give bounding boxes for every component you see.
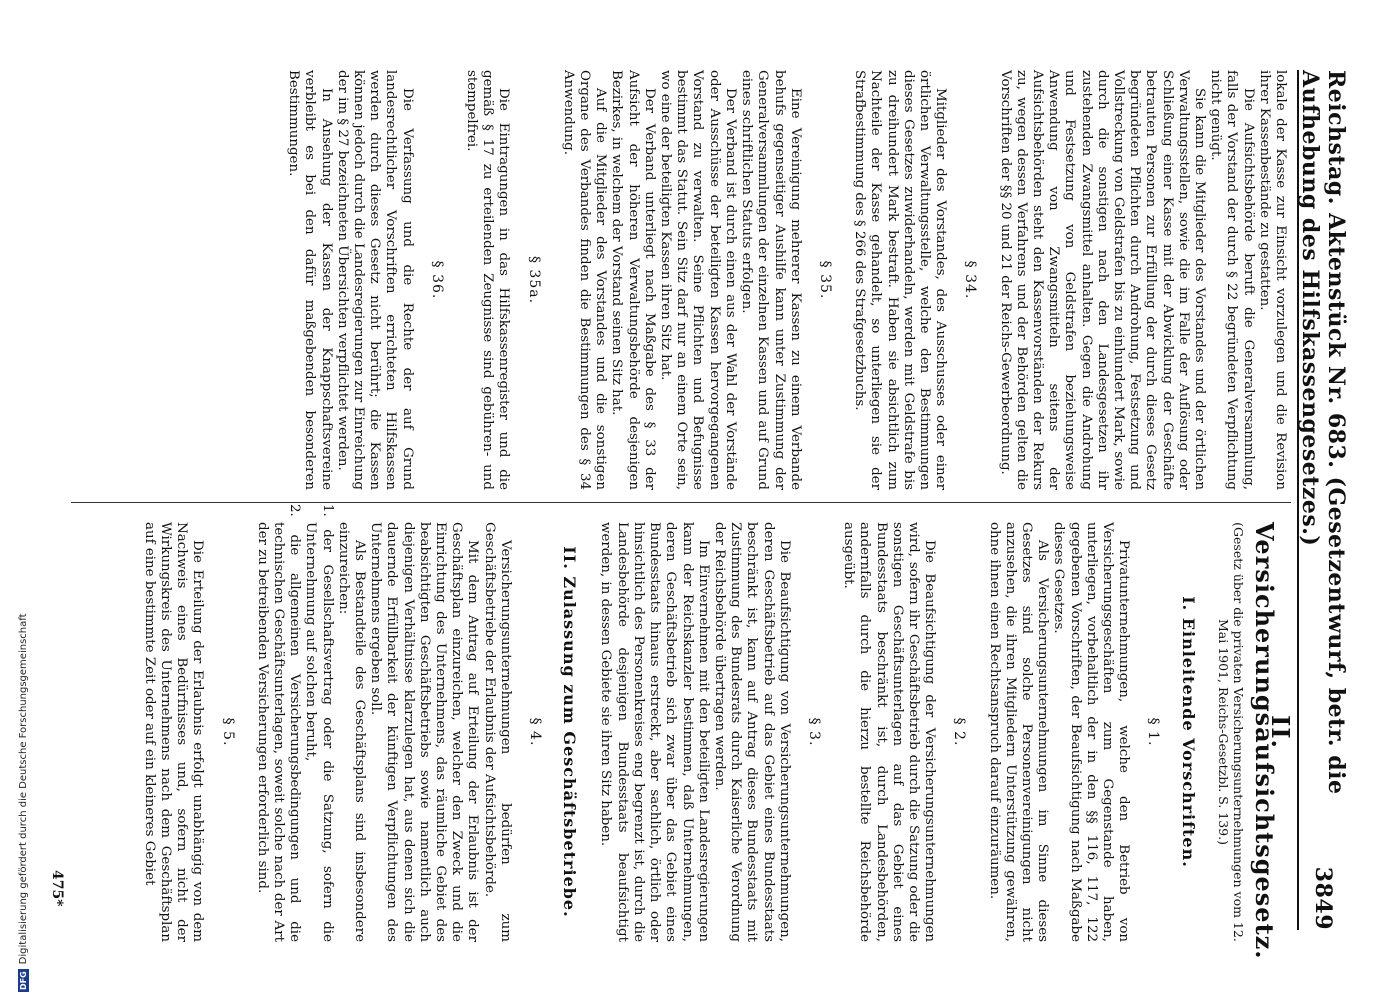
signature-mark: 475* — [49, 870, 65, 907]
list-item: 1. der Gesellschaftsvertrag oder die Satzung, sofern die Unternehmung auf solchen beruht, — [303, 504, 335, 942]
paragraph: Mitglieder des Vorstandes, des Ausschusses oder einer örtlichen Verwaltungsstelle, welche den Bestimmungen dieses Gesetzes zuwiderhandeln, werden mit Geldstrafe bis zu dreihundert Mark bestraft. Haben sie absichtlich zum Nachteile der Kasse gehandelt, so unterliegen sie der Strafbestimmung des § 266 des Strafgesetzbuchs. — [852, 70, 949, 490]
paragraph: Die Beaufsichtigung von Versicherungsunternehmungen, deren Geschäftsbetrieb auf das Gebiet eines Bundesstaats beschränkt ist, kann auf Antrag dieses Bundesstaats mit Zustimmung des Bundesrats durch Kaiserliche Verordnung der Reichsbehörde übertragen werden. — [711, 522, 792, 942]
paragraph: Der Verband ist durch einen aus der Wahl der Vorstände oder Ausschüsse der beteiligten Kassen hervorgegangenen Vorstand zu verwalten. Seine Pflichten und Befugnisse bestimmt das Statut. Sein Sitz darf nur an einem Orte sein, wo eine der beteiligten Kassen ihren Sitz hat. — [658, 70, 738, 490]
paragraph: Im Einvernehmen mit den beteiligten Landesregierungen kann der Reichskanzler bestimmen, daß Unternehmungen, deren Geschäftsbetrieb sich zwar über das Gebiet eines Bundesstaats hinaus erstreckt, aber sachlich, örtlich oder hinsichtlich des Personenkreises eng begrenzt ist, durch die Landesbehörde desjenigen Bundesstaats beaufsichtigt werden, in dessen Gebiete sie ihren Sitz haben. — [598, 522, 711, 942]
section-heading: § 5. — [219, 717, 236, 747]
paragraph: Als Versicherungsunternehmungen im Sinne dieses Gesetzes sind solche Personenvereinigungen nicht anzusehen, die ihren Mitgliedern Unterstützung gewähren, ohne ihnen einen Rechtsanspruch darauf einzuräumen. — [986, 522, 1051, 942]
paragraph: Sie kann die Mitglieder des Vorstandes und der örtlichen Verwaltungsstellen, sowie die im Falle der Auflösung oder Schließung einer Kasse mit der Abwicklung der Geschäfte betrauten Personen zur Erfüllung der durch dieses Gesetz begründeten Pflichten durch Androhung, Festsetzung und Vollstreckung von Geldstrafen bis zu einhundert Mark, sowie durch die sonstigen nach den Landesgesetzen ihr zustehenden Zwangsmittel anhalten. Gegen die Androhung und Festsetzung von Geldstrafen beziehungsweise Anwendung von Zwangsmitteln seitens der Aufsichtsbehörden steht den Kassenvorständen der Rekurs zu, wegen dessen Verfahrens und der Behörden gelten die Vorschriften der §§ 20 und 21 der Reichs-Gewerbeordnung. — [997, 70, 1207, 490]
paragraph: Der Verband unterliegt nach Maßgabe des § 33 der Aufsicht der höheren Verwaltungsbehörde desjenigen Bezirkes, in welchem der Vorstand seinen Sitz hat. — [609, 70, 657, 490]
left-column — [68, 70, 1288, 490]
paragraph: Die Erteilung der Erlaubnis erfolgt unabhängig von dem Nachweis eines Bedürfnisses und, sofern nicht der Wirkungskreis des Unternehmens nach dem Geschäftsplan auf eine bestimmte Zeit oder auf ein kleineres Gebiet — [141, 522, 206, 942]
paragraph: Die Verfassung und die Rechte der auf Grund landesrechtlicher Vorschriften errichteten Hilfskassen werden durch dieses Gesetz nicht berührt; die Kassen können jedoch durch die Landesregierungen zur Einreichung der im § 27 bezeichneten Übersichten verpflichtet werden. — [334, 70, 415, 490]
paragraph: Die Aufsichtsbehörde beruft die Generalversammlung, falls der Vorstand der durch § 22 begründeten Verpflichtung nicht genügt. — [1208, 70, 1256, 490]
header-title: Reichstag. Aktenstück Nr. 683. (Gesetzentwurf, betr. die Aufhebung des Hilfskassengesetzes.) — [1297, 70, 1349, 795]
section-heading: § 35a. — [525, 255, 542, 305]
side-note — [14, 0, 34, 1000]
section-heading: § 35. — [816, 260, 833, 300]
chapter-heading: II. Zulassung zum Geschäftsbetriebe. — [560, 546, 580, 918]
paragraph: Versicherungsunternehmungen bedürfen zum Geschäftsbetriebe der Erlaubnis der Aufsichtsbehörde. — [481, 522, 513, 942]
section-heading: § 4. — [527, 717, 544, 747]
section-heading: § 34. — [962, 260, 979, 300]
page-header — [1297, 70, 1349, 930]
dfg-logo-icon: DFG — [19, 971, 28, 990]
section-heading: § 2. — [951, 717, 968, 747]
paragraph: Die Eintragungen in das Hilfskassenregister und die gemäß § 17 zu erteilenden Zeugnisse sind gebühren- und stempelfrei. — [464, 70, 512, 490]
law-subtitle: (Gesetz über die privaten Versicherungsunternehmungen vom 12. Mai 1901, Reichs-Gesetzbl. S. 139.) — [1215, 522, 1246, 942]
page-number: 3849 — [1310, 866, 1336, 930]
paragraph: Als Bestandteile des Geschäftsplans sind insbesondere einzureichen: — [335, 522, 368, 942]
header-rule — [1297, 70, 1299, 930]
section-heading: § 3. — [805, 717, 822, 747]
funding-note: Digitalisierung gefördert durch die Deutsche Forschungsgemeinschaft — [18, 613, 29, 965]
section-heading: § 36. — [428, 260, 445, 300]
paragraph: In Ansehung der Kassen der Knappschaftsvereine verbleibt es bei den dafür maßgebenden besonderen Bestimmungen. — [286, 70, 334, 490]
section-heading: § 1. — [1145, 717, 1162, 747]
chapter-heading: I. Einleitende Vorschriften. — [1178, 596, 1198, 868]
paragraph: Auf die Mitglieder des Vorstandes und die sonstigen Organe des Verbandes finden die Bestimmungen des § 34 Anwendung. — [560, 70, 609, 490]
paragraph: Privatunternehmungen, welche den Betrieb von Versicherungsgeschäften zum Gegenstande haben, unterliegen, vorbehaltlich der in den §§ 116, 117, 122 gegebenen Vorschriften, der Beaufsichtigung nach Maßgabe dieses Gesetzes. — [1051, 522, 1132, 942]
paragraph: Eine Vereinigung mehrerer Kassen zu einem Verbande behufs gegenseitiger Aushilfe kann unter Zustimmung der Generalversammlungen der einzelnen Kassen und auf Grund eines schriftlichen Statuts erfolgen. — [739, 70, 803, 490]
right-column — [68, 504, 1295, 960]
list-item: 2. die allgemeinen Versicherungsbedingungen und die technischen Geschäftsunterlagen, soweit solche nach der Art der zu betreibenden Versicherungen erforderlich sind. — [254, 504, 303, 942]
paragraph: lokale der Kasse zur Einsicht vorzulegen und die Revision ihrer Kassenbestände zu gestatten. — [1256, 70, 1288, 490]
law-title: II. Versicherungsaufsichtsgesetz. — [1249, 522, 1295, 960]
paragraph: Mit dem Antrag auf Erteilung der Erlaubnis ist der Geschäftsplan einzureichen, welcher den Zweck und die Einrichtung des Unternehmens, das räumliche Gebiet des beabsichtigten Geschäftsbetriebs sowie namentlich auch diejenigen Verhältnisse klarzulegen hat, aus denen sich die dauernde Erfüllbarkeit der künftigen Verpflichtungen des Unternehmens ergeben soll. — [368, 522, 481, 942]
paragraph: Die Beaufsichtigung der Versicherungsunternehmungen wird, sofern ihr Geschäftsbetrieb durch die Satzung oder die sonstigen Geschäftsunterlagen auf das Gebiet eines Bundesstaats beschränkt ist, durch Landesbehörden, andernfalls durch die hierzu bestellte Reichsbehörde ausgeübt. — [841, 522, 938, 942]
column-divider — [71, 502, 1291, 503]
